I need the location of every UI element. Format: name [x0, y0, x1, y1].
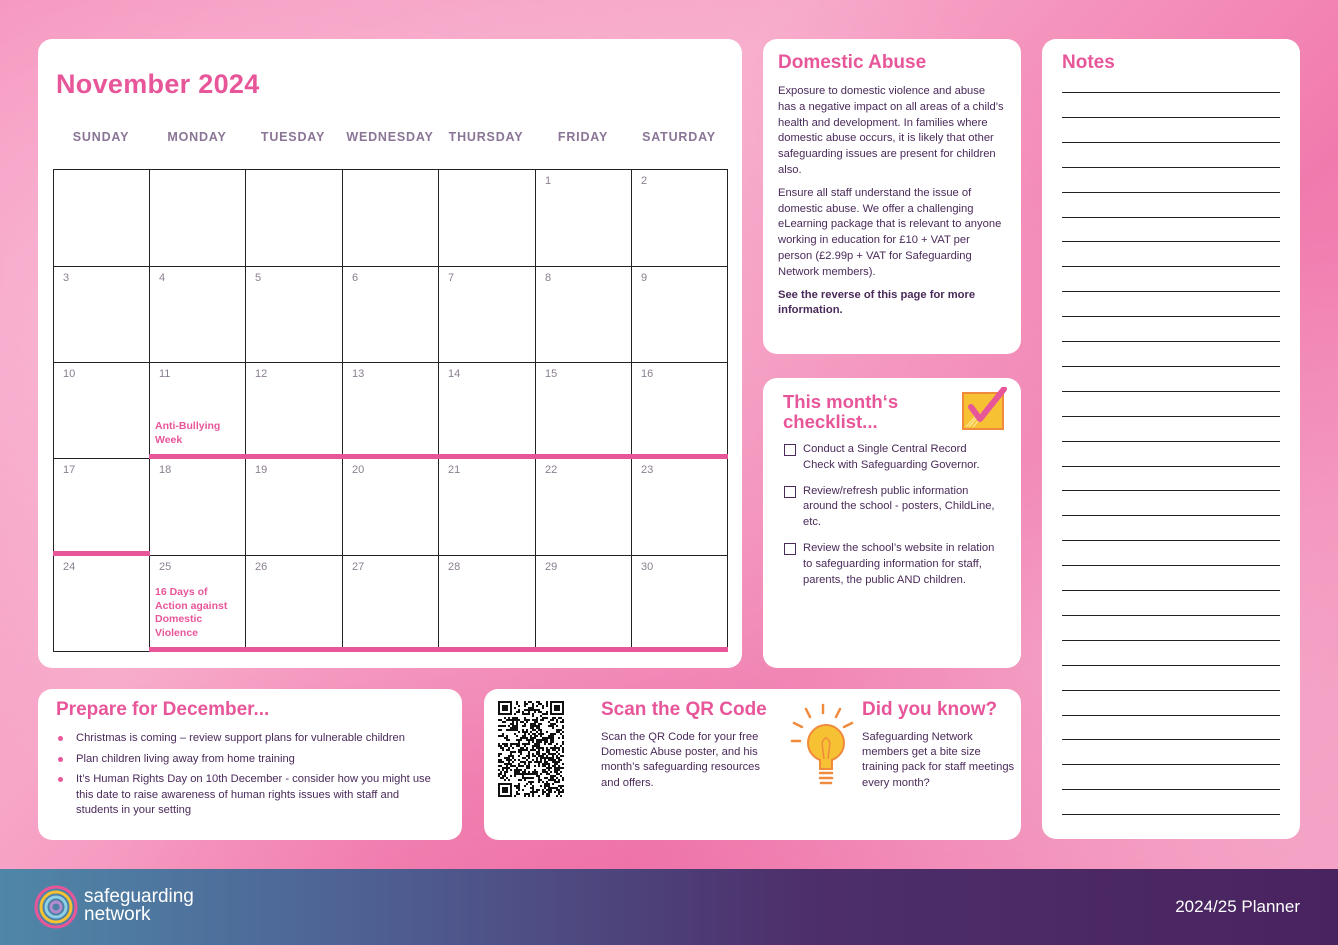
qr-code[interactable] — [498, 701, 564, 797]
dow-monday: MONDAY — [167, 130, 227, 144]
domestic-abuse-title: Domestic Abuse — [778, 52, 927, 73]
bullet-icon — [58, 777, 63, 782]
note-line — [1062, 391, 1280, 392]
calendar-day-cell[interactable] — [53, 169, 150, 267]
prepare-title: Prepare for December... — [56, 699, 270, 720]
calendar-day-cell[interactable] — [342, 169, 439, 267]
did-you-know-title: Did you know? — [862, 699, 998, 720]
calendar-day-cell[interactable] — [53, 362, 150, 459]
calendar-day-cell[interactable] — [342, 266, 439, 363]
calendar-day-cell[interactable] — [53, 555, 150, 652]
checklist-item-text: Review the school’s website in relation to safeguarding information for staff, parents, the public AND children. — [803, 541, 995, 586]
prepare-item-text: Plan children living away from home training — [76, 752, 295, 765]
event-duration-bar — [149, 454, 728, 459]
note-line — [1062, 441, 1280, 442]
day-number: 12 — [255, 368, 268, 380]
calendar-day-cell[interactable] — [438, 458, 536, 556]
note-line — [1062, 640, 1280, 641]
calendar-title: November 2024 — [56, 69, 260, 99]
day-number: 29 — [545, 561, 558, 573]
notes-card — [1042, 39, 1300, 839]
day-number: 13 — [352, 368, 365, 380]
qr-card — [484, 689, 1021, 840]
day-number: 20 — [352, 464, 365, 476]
domestic-abuse-para-1: Exposure to domestic violence and abuse has a negative impact on all areas of a child’s health and development. In families where domestic abuse occurs, it is likely that other safeguarding issues are present for children also. — [778, 85, 1004, 176]
checklist-item — [783, 484, 1001, 531]
note-line — [1062, 142, 1280, 143]
checkbox[interactable] — [784, 486, 796, 498]
bullet-icon — [58, 757, 63, 762]
calendar-day-cell[interactable] — [245, 458, 343, 556]
note-line — [1062, 814, 1280, 815]
day-number: 2 — [641, 175, 648, 187]
calendar-day-cell[interactable] — [535, 362, 632, 459]
dow-tuesday: TUESDAY — [260, 130, 326, 144]
calendar-day-cell[interactable] — [631, 555, 728, 652]
calendar-card — [38, 39, 742, 668]
calendar-day-cell[interactable] — [631, 169, 728, 267]
brand-line-2: network — [84, 904, 151, 925]
note-line — [1062, 241, 1280, 242]
calendar-day-cell[interactable] — [342, 458, 439, 556]
prepare-item-text: Christmas is coming – review support plans for vulnerable children — [76, 732, 405, 744]
note-line — [1062, 739, 1280, 740]
note-line — [1062, 266, 1280, 267]
dow-wednesday: WEDNESDAY — [346, 130, 434, 144]
note-line — [1062, 316, 1280, 317]
prepare-item-text: It’s Human Rights Day on 10th December - consider how you might use this date to raise awareness of human rights issues with staff and students in your setting — [76, 773, 431, 816]
safeguarding-network-logo — [34, 885, 78, 929]
did-you-know-text: Safeguarding Network members get a bite size training pack for staff meetings every month? — [862, 731, 1015, 789]
event-duration-bar — [149, 647, 728, 652]
calendar-day-cell[interactable] — [535, 266, 632, 363]
calendar-day-cell[interactable] — [245, 169, 343, 267]
domestic-abuse-para-2: Ensure all staff understand the issue of domestic abuse. We offer a challenging eLearning package that is relevant to anyone working in education for £10 + VAT per person (£2.99p + VAT for Safeguarding Network members). — [778, 186, 1002, 278]
calendar-day-cell[interactable] — [438, 362, 536, 459]
footer — [0, 869, 1338, 945]
day-number: 6 — [352, 272, 359, 284]
calendar-day-cell[interactable] — [53, 458, 150, 556]
checklist-card — [763, 378, 1021, 668]
dow-saturday: SATURDAY — [642, 130, 716, 144]
note-line — [1062, 341, 1280, 342]
checklist-item-text: Review/refresh public information around the school - posters, ChildLine, etc. — [803, 484, 995, 529]
checklist-item-text: Conduct a Single Central Record Check with Safeguarding Governor. — [803, 443, 980, 471]
checklist-item — [783, 541, 1001, 588]
day-number: 28 — [448, 561, 461, 573]
calendar-event-label: 16 Days of Action against Domestic Violence — [155, 586, 228, 639]
day-number: 11 — [159, 368, 171, 380]
note-line — [1062, 615, 1280, 616]
calendar-day-cell[interactable] — [631, 362, 728, 459]
calendar-day-cell[interactable] — [342, 362, 439, 459]
calendar-day-cell[interactable] — [149, 266, 246, 363]
note-line — [1062, 92, 1280, 93]
day-number: 5 — [255, 272, 262, 284]
day-number: 10 — [63, 368, 76, 380]
note-line — [1062, 192, 1280, 193]
day-number: 21 — [448, 464, 461, 476]
calendar-day-cell[interactable] — [631, 458, 728, 556]
note-line — [1062, 540, 1280, 541]
dow-friday: FRIDAY — [557, 130, 609, 144]
calendar-day-cell[interactable] — [149, 458, 246, 556]
calendar-day-cell[interactable] — [245, 266, 343, 363]
day-number: 18 — [159, 464, 172, 476]
day-number: 17 — [63, 464, 76, 476]
day-number: 30 — [641, 561, 654, 573]
domestic-abuse-para-3: See the reverse of this page for more information. — [778, 288, 976, 317]
calendar-day-cell[interactable] — [438, 169, 536, 267]
calendar-day-cell[interactable] — [535, 458, 632, 556]
day-number: 19 — [255, 464, 268, 476]
note-line — [1062, 217, 1280, 218]
day-number: 25 — [159, 561, 172, 573]
note-line — [1062, 466, 1280, 467]
dow-thursday: THURSDAY — [448, 130, 524, 144]
calendar-day-cell[interactable] — [53, 266, 150, 363]
qr-section — [601, 699, 781, 791]
calendar-day-cell[interactable] — [245, 362, 343, 459]
qr-text: Scan the QR Code for your free Domestic Abuse poster, and his month’s safeguarding resources and offers. — [601, 731, 760, 789]
checklist-item — [783, 442, 1001, 474]
calendar-event-label: Anti-Bullying Week — [155, 420, 221, 446]
note-line — [1062, 366, 1280, 367]
note-line — [1062, 117, 1280, 118]
day-number: 9 — [641, 272, 648, 284]
list-item — [56, 752, 444, 768]
day-number: 15 — [545, 368, 558, 380]
list-item — [56, 731, 444, 747]
day-number: 16 — [641, 368, 654, 380]
note-line — [1062, 565, 1280, 566]
brand-name — [84, 888, 194, 924]
checkbox-tick-icon — [961, 387, 1007, 431]
note-line — [1062, 291, 1280, 292]
bullet-icon — [58, 736, 63, 741]
calendar-day-cell[interactable] — [438, 266, 536, 363]
day-number: 4 — [159, 272, 166, 284]
prepare-list — [56, 731, 444, 819]
calendar-day-cell[interactable] — [535, 555, 632, 652]
day-number: 23 — [641, 464, 654, 476]
day-number: 27 — [352, 561, 365, 573]
note-line — [1062, 416, 1280, 417]
calendar-day-cell[interactable] — [535, 169, 632, 267]
lightbulb-icon — [790, 703, 856, 795]
note-line — [1062, 490, 1280, 491]
note-line — [1062, 764, 1280, 765]
domestic-abuse-card — [763, 39, 1021, 354]
did-you-know-section — [862, 699, 1017, 791]
day-number: 3 — [63, 272, 70, 284]
calendar-day-cell[interactable] — [149, 169, 246, 267]
note-line — [1062, 715, 1280, 716]
calendar-day-cell[interactable] — [438, 555, 536, 652]
day-number: 22 — [545, 464, 558, 476]
checkbox[interactable] — [784, 444, 796, 456]
brand-line-1: safeguarding — [84, 886, 194, 907]
dow-sunday: SUNDAY — [72, 130, 130, 144]
note-line — [1062, 789, 1280, 790]
checklist-title-line-2: checklist... — [783, 411, 878, 432]
checklist-title-line-1: This month‘s — [783, 391, 899, 412]
calendar-day-cell[interactable] — [631, 266, 728, 363]
checkbox[interactable] — [784, 543, 796, 555]
note-line — [1062, 690, 1280, 691]
day-number: 24 — [63, 561, 76, 573]
qr-title: Scan the QR Code — [601, 699, 767, 720]
day-number: 7 — [448, 272, 455, 284]
event-duration-bar — [53, 551, 150, 556]
note-line — [1062, 515, 1280, 516]
calendar-day-cell[interactable] — [245, 555, 343, 652]
note-line — [1062, 167, 1280, 168]
note-line — [1062, 665, 1280, 666]
day-number: 14 — [448, 368, 461, 380]
calendar-day-cell[interactable] — [342, 555, 439, 652]
planner-label: 2024/25 Planner — [1175, 897, 1300, 916]
day-number: 26 — [255, 561, 268, 573]
day-number: 1 — [545, 175, 552, 187]
notes-title: Notes — [1062, 52, 1115, 73]
day-number: 8 — [545, 272, 552, 284]
note-line — [1062, 590, 1280, 591]
list-item — [56, 772, 444, 819]
prepare-card — [38, 689, 462, 840]
